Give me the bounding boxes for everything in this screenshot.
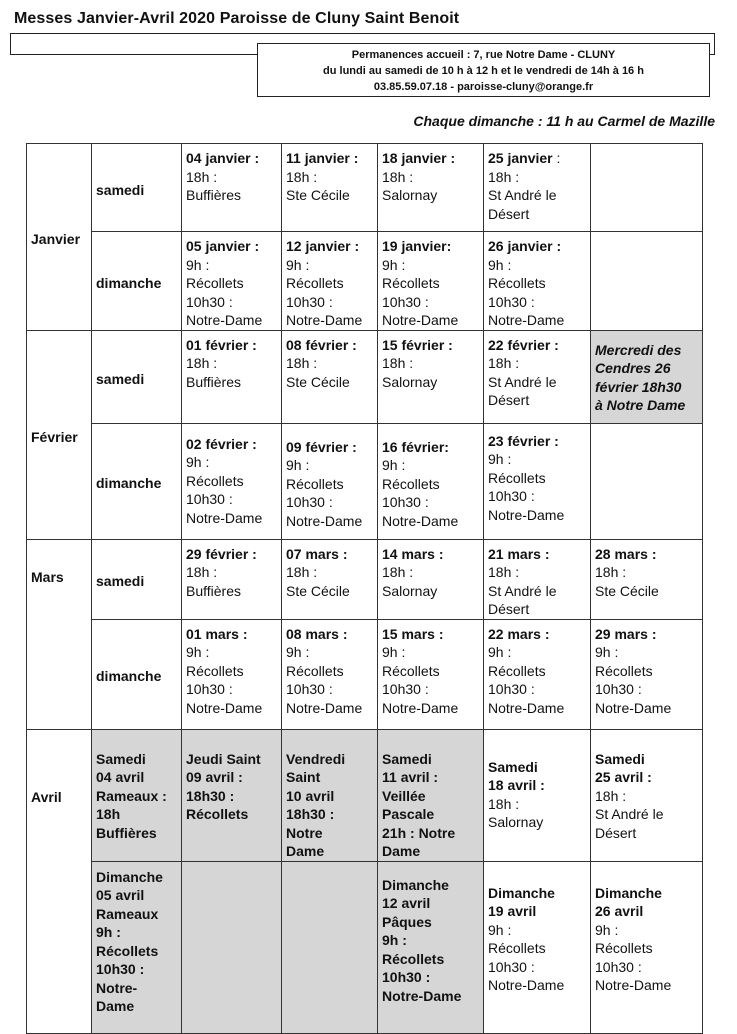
cell-text: Récollets	[488, 662, 546, 679]
cell-text: 04 avril	[96, 769, 145, 785]
cell-text: 10h30 :	[286, 293, 333, 310]
cell-text: Récollets	[488, 469, 546, 486]
empty-cell	[591, 232, 703, 331]
mass-cell	[591, 619, 703, 729]
cell-text: 21h : Notre	[382, 824, 456, 841]
cell-text: 18h :	[186, 564, 218, 580]
mass-cell	[282, 539, 378, 619]
cell-text: Notre-Dame	[186, 699, 263, 716]
cell-text: Notre-Dame	[488, 977, 565, 993]
cell-text: Dimanche	[595, 884, 662, 901]
cell-text: 18h :	[488, 564, 520, 580]
cell-text: 10h30 :	[488, 488, 535, 504]
cell-text: 9h :	[382, 457, 406, 473]
empty-cell	[591, 423, 703, 539]
cell-text: Dimanche	[488, 884, 555, 901]
date-label: 04 janvier :	[186, 150, 260, 166]
mass-cell	[182, 539, 282, 619]
cell-text: Récollets	[382, 950, 445, 967]
table-row	[27, 861, 703, 1033]
empty-cell	[182, 861, 282, 1033]
cell-text: :	[552, 150, 561, 166]
cell-text: 15 février :	[382, 336, 453, 353]
cell-text: 10h30 :	[382, 969, 431, 985]
cell-text: à Notre Dame	[595, 397, 686, 413]
cell-text: 18h :	[186, 355, 218, 371]
info-line-hours: du lundi au samedi de 10 h à 12 h et le vendredi de 14h à 16 h	[323, 65, 644, 77]
table-row	[27, 539, 703, 619]
cell-text: Salornay	[382, 373, 438, 390]
cell-text: 9h :	[96, 924, 121, 940]
cell-text: Récollets	[286, 275, 344, 291]
cell-text: Notre-Dame	[595, 699, 672, 716]
cell-text: Ste Cécile	[595, 582, 659, 599]
cell-text: Récollets	[186, 275, 244, 291]
cell-text: Récollets	[186, 662, 244, 679]
table-row	[27, 232, 703, 331]
cell-text: 10h30 :	[382, 681, 429, 697]
cell-text: 18h :	[488, 168, 520, 185]
month-label: Mars	[27, 539, 92, 729]
cell-text: Notre-Dame	[488, 699, 565, 716]
mass-cell	[484, 861, 591, 1033]
cell-text: Pâques	[382, 913, 432, 930]
cell-text: 10h30 :	[595, 681, 642, 697]
cell-text: 28 mars :	[595, 545, 657, 562]
mass-cell	[378, 539, 484, 619]
cell-text: 15 mars :	[382, 625, 444, 642]
mass-cell	[484, 232, 591, 331]
cell-text: 10h30 :	[286, 681, 333, 697]
mass-cell	[591, 729, 703, 861]
month-label: Avril	[27, 729, 92, 1033]
cell-text: 9h :	[595, 921, 619, 938]
cell-text: 14 mars :	[382, 545, 444, 562]
mass-cell	[282, 144, 378, 232]
easter-sunday-cell	[378, 861, 484, 1033]
cell-text: 9h :	[186, 644, 210, 660]
cell-text: 9h :	[488, 644, 512, 660]
cell-text: 9h :	[488, 256, 512, 273]
cell-text: Samedi	[382, 750, 432, 767]
info-line-contact: 03.85.59.07.18 - paroisse-cluny@orange.fr	[373, 81, 594, 93]
cell-text: 08 mars :	[286, 625, 348, 642]
mass-cell	[282, 232, 378, 331]
cell-text: 18h :	[595, 564, 627, 580]
cell-text: St André le	[488, 373, 557, 390]
cell-text: 19 avril	[488, 903, 537, 919]
cell-text: 01 février :	[186, 336, 257, 353]
cell-text: 9h :	[286, 457, 310, 473]
cell-text: 18h :	[488, 795, 520, 812]
month-label: Février	[27, 330, 92, 539]
cell-text: 10h30 :	[186, 491, 233, 507]
cell-text: 10h30 :	[286, 494, 333, 510]
cell-text: Récollets	[186, 806, 249, 822]
mass-cell	[484, 330, 591, 423]
cell-text: 22 février :	[488, 336, 559, 353]
cell-text: 26 avril	[595, 903, 644, 919]
cell-text: Récollets	[382, 475, 440, 492]
cell-text: Notre-Dame	[286, 512, 363, 529]
cell-text: 29 février :	[186, 545, 257, 562]
cell-text: Notre-Dame	[286, 699, 363, 716]
cell-text: Désert	[595, 824, 637, 841]
cell-text: Récollets	[96, 942, 159, 959]
cell-text: Dimanche	[96, 868, 163, 885]
cell-text: Notre-Dame	[382, 312, 459, 328]
cell-text: Récollets	[382, 275, 440, 291]
cell-text: Récollets	[595, 940, 653, 956]
mass-cell	[378, 619, 484, 729]
day-label: dimanche	[92, 423, 182, 539]
easter-vigil-cell	[378, 729, 484, 861]
cell-text: Notre-Dame	[488, 312, 565, 328]
cell-text: 9h :	[382, 932, 407, 948]
cell-text: Jeudi Saint	[186, 750, 261, 767]
mass-cell	[182, 423, 282, 539]
cell-text: Notre-Dame	[488, 506, 565, 523]
cell-text: 19 janvier:	[382, 238, 452, 254]
mass-cell	[182, 144, 282, 232]
cell-text: 21 mars :	[488, 545, 550, 562]
cell-text: 9h :	[286, 256, 310, 273]
cell-text: 26 janvier :	[488, 238, 562, 254]
cell-text: 9h :	[595, 644, 619, 660]
cell-text: 16 février:	[382, 438, 449, 455]
palm-sunday-cell	[92, 861, 182, 1033]
cell-text: 22 mars :	[488, 625, 550, 642]
month-label: Janvier	[27, 144, 92, 331]
mass-cell	[484, 539, 591, 619]
cell-text: Dame	[382, 843, 421, 859]
cell-text: 05 avril	[96, 887, 145, 903]
cell-text: Mercredi des	[595, 341, 682, 358]
cell-text: Samedi	[595, 750, 645, 767]
cell-text: Buffières	[186, 582, 241, 599]
mass-cell	[591, 861, 703, 1033]
cell-text: Notre-Dame	[186, 312, 263, 328]
cell-text: Saint	[286, 769, 321, 785]
table-row	[27, 423, 703, 539]
schedule-table	[26, 143, 703, 1034]
info-line-address: Permanences accueil : 7, rue Notre Dame - CLUNY	[351, 49, 616, 61]
cell-text: 09 avril :	[186, 769, 243, 785]
mass-cell	[182, 330, 282, 423]
cell-text: 18h :	[286, 564, 318, 580]
cell-text: 02 février :	[186, 435, 257, 452]
day-label: samedi	[92, 539, 182, 619]
holy-thursday-cell	[182, 729, 282, 861]
cell-text: 10h30 :	[595, 958, 642, 975]
cell-text: Récollets	[595, 662, 653, 679]
cell-text: Cendres 26	[595, 360, 671, 376]
cell-text: 12 avril	[382, 895, 431, 911]
cell-text: St André le	[488, 582, 557, 599]
mass-cell	[282, 330, 378, 423]
cell-text: Récollets	[286, 475, 344, 492]
cell-text: 9h :	[286, 644, 310, 660]
cell-text: 01 mars :	[186, 625, 248, 642]
cell-text: février 18h30	[595, 378, 682, 395]
mass-cell	[484, 619, 591, 729]
mass-cell	[378, 423, 484, 539]
day-label: dimanche	[92, 232, 182, 331]
day-label: dimanche	[92, 619, 182, 729]
mass-cell	[182, 232, 282, 331]
cell-text: Récollets	[488, 275, 546, 291]
cell-text: Notre-Dame	[382, 699, 459, 716]
page-title: Messes Janvier-Avril 2020 Paroisse de Cluny Saint Benoit	[14, 10, 460, 27]
cell-text: 9h :	[382, 256, 406, 273]
cell-text: 18h :	[286, 355, 318, 371]
cell-text: Notre-Dame	[595, 977, 672, 993]
info-box	[257, 43, 710, 97]
cell-text: 23 février :	[488, 432, 559, 449]
cell-text: Dame	[286, 843, 325, 859]
empty-cell	[591, 144, 703, 232]
cell-text: 25 avril :	[595, 769, 652, 785]
cell-text: Désert	[488, 205, 530, 222]
cell-text: 18h :	[382, 564, 414, 580]
cell-text: 07 mars :	[286, 545, 348, 562]
cell-text: 10h30 :	[186, 681, 233, 697]
table-row	[27, 729, 703, 861]
day-label: samedi	[92, 330, 182, 423]
cell-text: Buffières	[186, 373, 241, 390]
cell-text: Notre-Dame	[382, 987, 462, 1004]
mass-cell	[591, 539, 703, 619]
cell-text: 10h30 :	[382, 293, 429, 310]
cell-text: Ste Cécile	[286, 373, 350, 390]
mass-cell	[378, 330, 484, 423]
cell-text: 09 février :	[286, 438, 357, 455]
cell-text: Récollets	[186, 472, 244, 489]
cell-text: 18h30 :	[286, 806, 335, 822]
mass-cell	[378, 144, 484, 232]
cell-text: 9h :	[186, 256, 210, 273]
cell-text: Notre	[286, 824, 323, 841]
cell-text: Buffières	[96, 824, 157, 841]
cell-text: Buffières	[186, 187, 241, 203]
cell-text: 08 février :	[286, 336, 357, 353]
cell-text: Rameaux :	[96, 787, 167, 804]
mass-cell	[378, 232, 484, 331]
cell-text: 10h30 :	[488, 293, 535, 310]
cell-text: Notre-Dame	[382, 512, 459, 529]
cell-text: St André le	[595, 806, 664, 822]
cell-text: 10h30 :	[382, 494, 429, 510]
table-row	[27, 144, 703, 232]
cell-text: Rameaux	[96, 905, 159, 922]
cell-text: Salornay	[382, 582, 438, 599]
cell-text: Dimanche	[382, 876, 449, 893]
cell-text: 18h :	[488, 355, 520, 371]
cell-text: Salornay	[382, 187, 438, 203]
cell-text: 18h	[96, 806, 121, 822]
cell-text: Pascale	[382, 806, 435, 822]
cell-text: 18 avril :	[488, 777, 545, 793]
cell-text: 10h30 :	[488, 958, 535, 975]
cell-text: Récollets	[286, 662, 344, 679]
cell-text: 18h :	[595, 787, 627, 804]
cell-text: Récollets	[382, 662, 440, 679]
date-label: 25 janvier	[488, 150, 553, 166]
cell-text: 9h :	[488, 921, 512, 938]
cell-text: 10h30 :	[488, 681, 535, 697]
cell-text: 9h :	[186, 454, 210, 470]
mass-cell	[182, 619, 282, 729]
sunday-note: Chaque dimanche : 11 h au Carmel de Mazille	[413, 113, 715, 129]
cell-text: 11 avril :	[382, 769, 439, 785]
cell-text: 9h :	[488, 451, 512, 467]
cell-text: Dame	[96, 998, 135, 1014]
cell-text: Notre-Dame	[186, 509, 263, 526]
cell-text: Ste Cécile	[286, 582, 350, 599]
cell-text: Désert	[488, 392, 530, 408]
cell-text: 29 mars :	[595, 625, 657, 642]
cell-text: Samedi	[488, 758, 538, 775]
date-label: 11 janvier :	[286, 150, 359, 166]
cell-text: Vendredi	[286, 750, 346, 767]
cell-text: 18h30 :	[186, 787, 235, 804]
cell-text: 18h :	[186, 168, 218, 185]
palm-saturday-cell	[92, 729, 182, 861]
mass-cell	[282, 619, 378, 729]
cell-text: 18h :	[382, 168, 414, 185]
table-row	[27, 330, 703, 423]
cell-text: Notre-Dame	[286, 312, 363, 328]
cell-text: Désert	[488, 601, 530, 617]
date-label: 18 janvier :	[382, 150, 456, 166]
cell-text: Salornay	[488, 814, 544, 830]
mass-cell	[484, 729, 591, 861]
cell-text: 18h :	[382, 355, 414, 371]
ash-wednesday-cell	[591, 330, 703, 423]
table-row	[27, 619, 703, 729]
empty-cell	[282, 861, 378, 1033]
cell-text: 18h :	[286, 168, 318, 185]
mass-cell	[282, 423, 378, 539]
cell-text: 05 janvier :	[186, 238, 260, 254]
cell-text: 10 avril	[286, 787, 335, 804]
cell-text: 10h30 :	[96, 961, 145, 977]
cell-text: Veillée	[382, 787, 426, 804]
cell-text: Ste Cécile	[286, 187, 350, 203]
good-friday-cell	[282, 729, 378, 861]
mass-cell	[484, 423, 591, 539]
day-label: samedi	[92, 144, 182, 232]
cell-text: Notre-	[96, 979, 138, 996]
cell-text: 9h :	[382, 644, 406, 660]
mass-cell	[484, 144, 591, 232]
cell-text: Récollets	[488, 940, 546, 956]
cell-text: 10h30 :	[186, 293, 233, 310]
cell-text: Samedi	[96, 750, 146, 767]
cell-text: St André le	[488, 187, 557, 203]
cell-text: 12 janvier :	[286, 238, 360, 254]
